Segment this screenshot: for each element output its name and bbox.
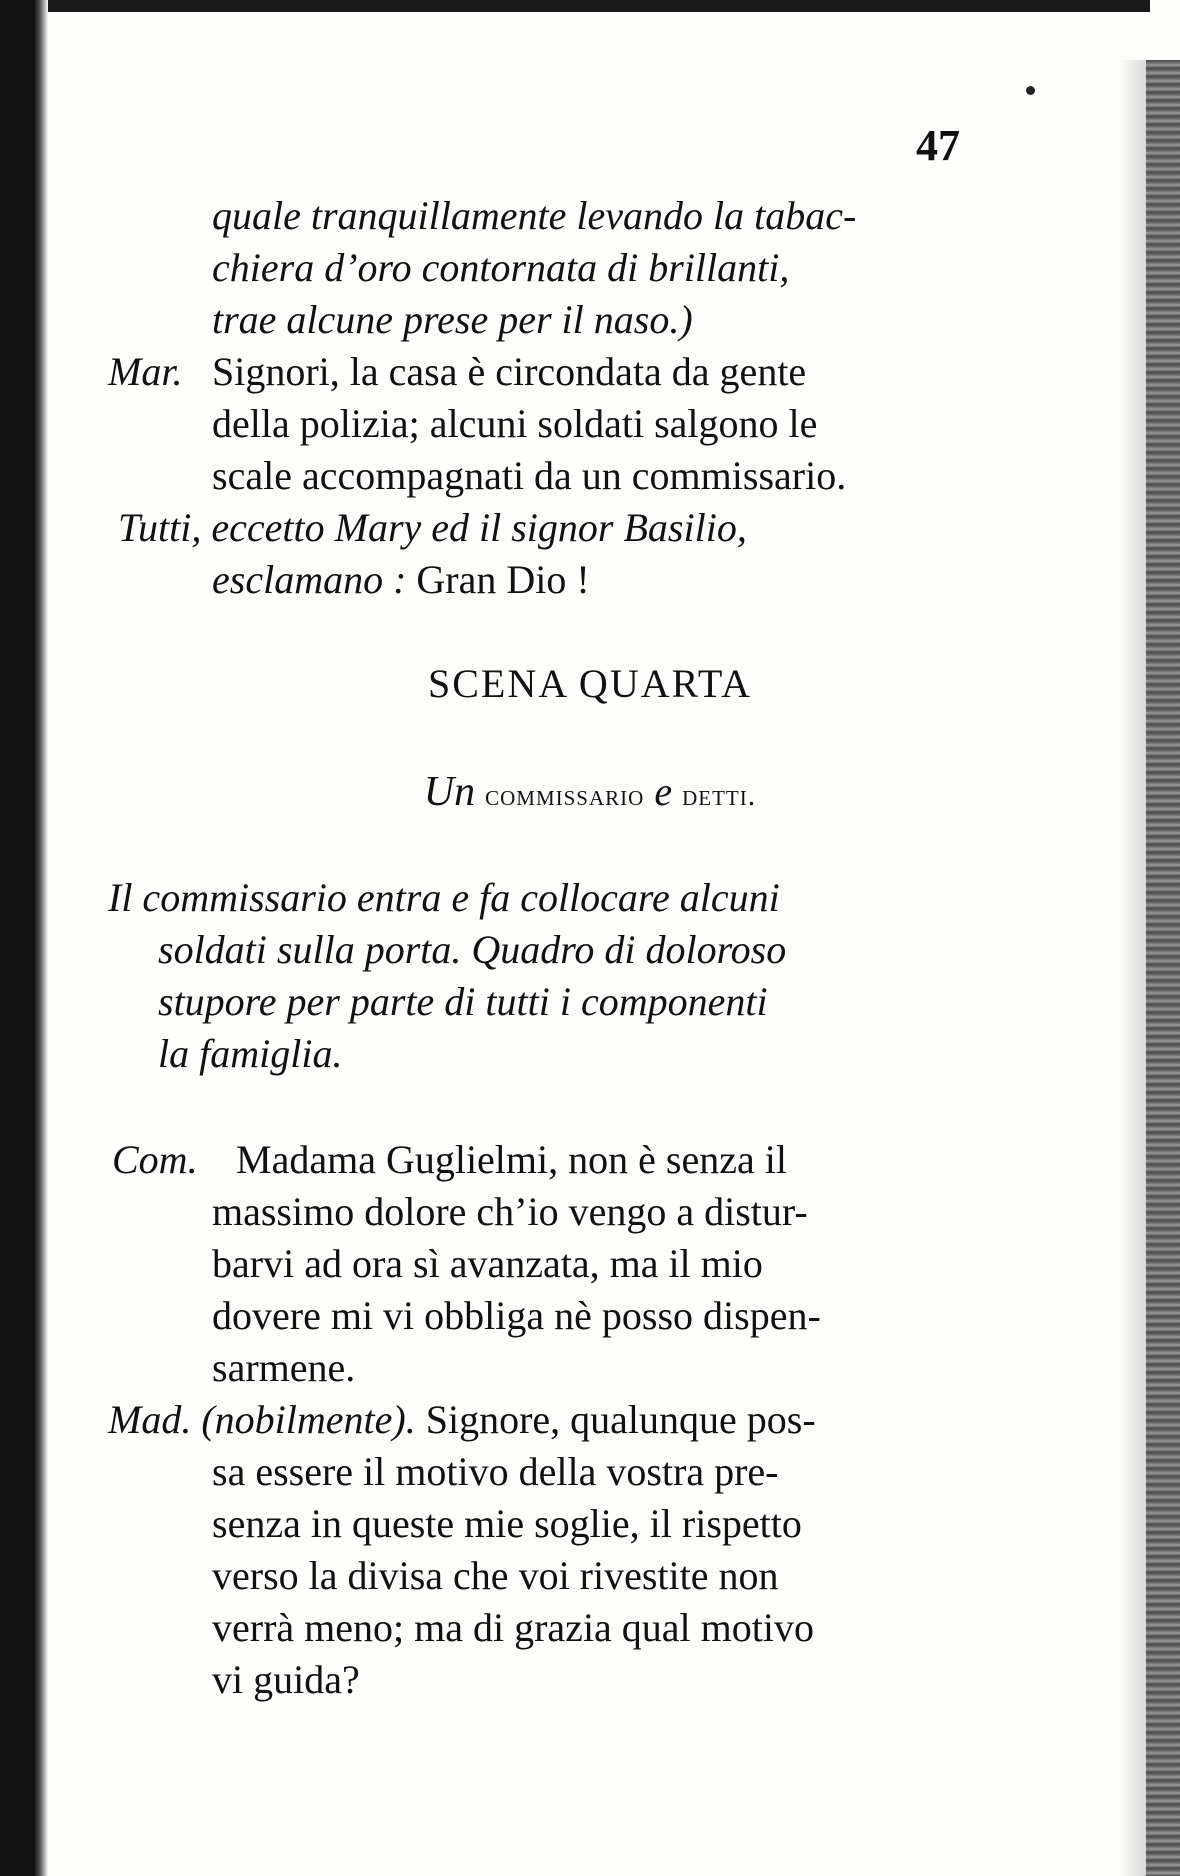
dialogue-line: verrà meno; ma di grazia qual motivo — [212, 1605, 815, 1650]
dialogue-line: Signori, la casa è circondata da gente — [212, 349, 807, 394]
dialogue-text: Signore, qualunque pos- — [425, 1397, 816, 1442]
stage-direction-line: soldati sulla porta. Quadro di doloroso — [158, 927, 787, 972]
dialogue-line: massimo dolore ch’io vengo a distur- — [212, 1189, 808, 1234]
scene-sub-detti: detti. — [682, 779, 757, 812]
stage-direction-line: Il commissario entra e fa collocare alcuni — [108, 875, 780, 920]
stage-direction-inline: (nobilmente). — [201, 1397, 416, 1442]
speaker-mad: Mad. — [108, 1397, 192, 1442]
dialogue-text: Gran Dio ! — [416, 557, 590, 602]
stage-direction-line: chiera d’oro contornata di brillanti, — [212, 245, 790, 290]
scene-subheading — [0, 768, 1180, 816]
stage-direction-line: la famiglia. — [158, 1031, 343, 1076]
page-edge-top — [0, 0, 1150, 12]
dialogue-line: della polizia; alcuni soldati salgono le — [212, 401, 818, 446]
stage-direction-inline: esclamano : — [212, 557, 407, 602]
dialogue-line — [212, 554, 590, 606]
dialogue-line: vi guida? — [212, 1657, 360, 1702]
dialogue-line: sarmene. — [212, 1345, 356, 1390]
dialogue-line: senza in queste mie soglie, il rispetto — [212, 1501, 802, 1546]
dialogue-line: sa essere il motivo della vostra pre- — [212, 1449, 779, 1494]
stage-direction-line: trae alcune prese per il naso.) — [212, 297, 693, 342]
scene-sub-e: e — [654, 769, 673, 814]
dialogue-line: barvi ad ora sì avanzata, ma il mio — [212, 1241, 763, 1286]
dialogue-line: dovere mi vi obbliga nè posso dispen- — [212, 1293, 821, 1338]
page-edge-left — [0, 0, 48, 1876]
dialogue-line: verso la divisa che voi rivestite non — [212, 1553, 779, 1598]
dialogue-line: Madama Guglielmi, non è senza il — [236, 1137, 787, 1182]
dialogue-line: scale accompagnati da un commissario. — [212, 453, 847, 498]
page-edge-right — [1146, 60, 1180, 1876]
stage-direction-line: quale tranquillamente levando la tabac- — [212, 193, 857, 238]
ink-spot — [1026, 86, 1035, 95]
scene-sub-commissario: commissario — [485, 779, 645, 812]
page-number: 47 — [916, 121, 960, 170]
scene-heading: SCENA QUARTA — [428, 661, 752, 706]
dialogue-line — [108, 1394, 816, 1446]
page-edge-right-shadow — [1120, 60, 1146, 1876]
speaker-com: Com. — [112, 1137, 198, 1182]
stage-direction-line: stupore per parte di tutti i componenti — [158, 979, 768, 1024]
scene-sub-un: Un — [423, 769, 476, 815]
speaker-mar: Mar. — [108, 349, 183, 394]
speaker-tutti: Tutti, eccetto Mary ed il signor Basilio, — [118, 505, 747, 550]
